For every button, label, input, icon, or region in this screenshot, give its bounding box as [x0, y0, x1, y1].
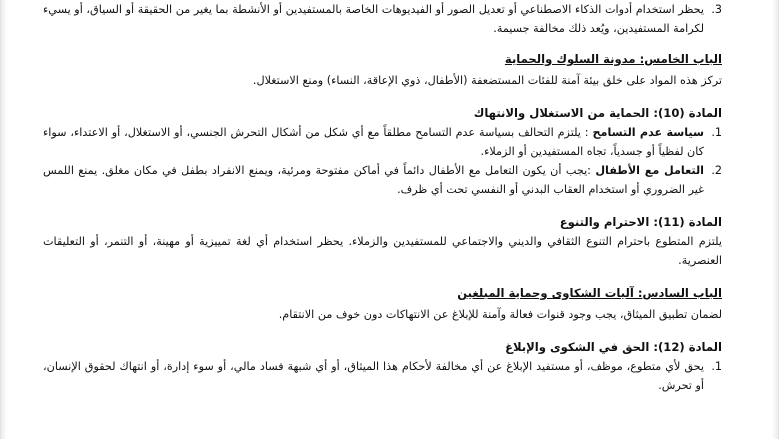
- article-10-item-1: [43, 123, 722, 161]
- list-item-text: يحق لأي متطوع، موظف، أو مستفيد الإبلاغ عن أي مخالفة لأحكام هذا الميثاق، أو أي شبهة فساد مالي، أو سوء إدارة، أو انتهاك لحقوق الإنسان، أو تحرش.: [43, 360, 704, 392]
- chapter-5-intro: تركز هذه المواد على خلق بيئة آمنة للفئات المستضعفة (الأطفال، ذوي الإعاقة، النساء) ومنع الاستغلال.: [252, 74, 722, 87]
- chapter-6-title: الباب السادس: آليات الشكاوى وحماية المبلغين: [457, 286, 722, 300]
- list-number: 2.: [711, 164, 722, 177]
- item-body: : يلتزم التحالف بسياسة عدم التسامح مطلقاً مع أي شكل من أشكال التحرش الجنسي، أو الاستغلال، أو الاعتداء، سواء كان لفظياً أو جسدياً، تجاه المستفيدين أو الزملاء.: [43, 126, 704, 158]
- item-lead: سياسة عدم التسامح: [592, 126, 704, 139]
- list-number: 1.: [711, 360, 722, 373]
- list-item-text: يحظر استخدام أدوات الذكاء الاصطناعي أو تعديل الصور أو الفيديوهات الخاصة بالمستفيدين أو الأنشطة بما يغير من الحقيقة أو السياق، أو يسيء لكرامة المستفيدين، ويُعد ذلك مخالفة جسيمة.: [43, 3, 704, 35]
- chapter-6-intro: لضمان تطبيق الميثاق، يجب وجود قنوات فعالة وآمنة للإبلاغ عن الانتهاكات دون خوف من الانتقام.: [278, 308, 722, 321]
- list-item-text: [43, 123, 704, 161]
- item-body: :يجب أن يكون التعامل مع الأطفال دائماً في أماكن مفتوحة ومرئية، ويمنع الانفراد بطفل في مكان مغلق. يمنع اللمس غير الضروري أو استخدام العقاب البدني أو النفسي تحت أي ظرف.: [43, 164, 704, 196]
- article-11-title: المادة (11): الاحترام والتنوع: [559, 215, 722, 229]
- list-number: 3.: [711, 3, 722, 16]
- article-10-title: المادة (10): الحماية من الاستغلال والانتهاك: [473, 106, 722, 120]
- chapter-5-title: الباب الخامس: مدونة السلوك والحماية: [504, 52, 722, 66]
- list-item-text: [43, 161, 704, 199]
- list-number: 1.: [711, 126, 722, 139]
- article-10-item-2: [43, 161, 722, 199]
- item-lead: التعامل مع الأطفال: [595, 164, 704, 177]
- list-item-3: [43, 0, 722, 38]
- page-edge-shadow-right: [772, 0, 778, 439]
- article-12-title: المادة (12): الحق في الشكوى والإبلاغ: [505, 340, 722, 354]
- page-edge-shadow-left: [1, 0, 7, 439]
- article-12-item-1: [43, 357, 722, 395]
- article-11-text: يلتزم المتطوع باحترام التنوع الثقافي والديني والاجتماعي للمستفيدين والزملاء. يحظر استخدام أي لغة تمييزية أو مهينة، أو التنمر، أو التعليقات العنصرية.: [43, 235, 722, 267]
